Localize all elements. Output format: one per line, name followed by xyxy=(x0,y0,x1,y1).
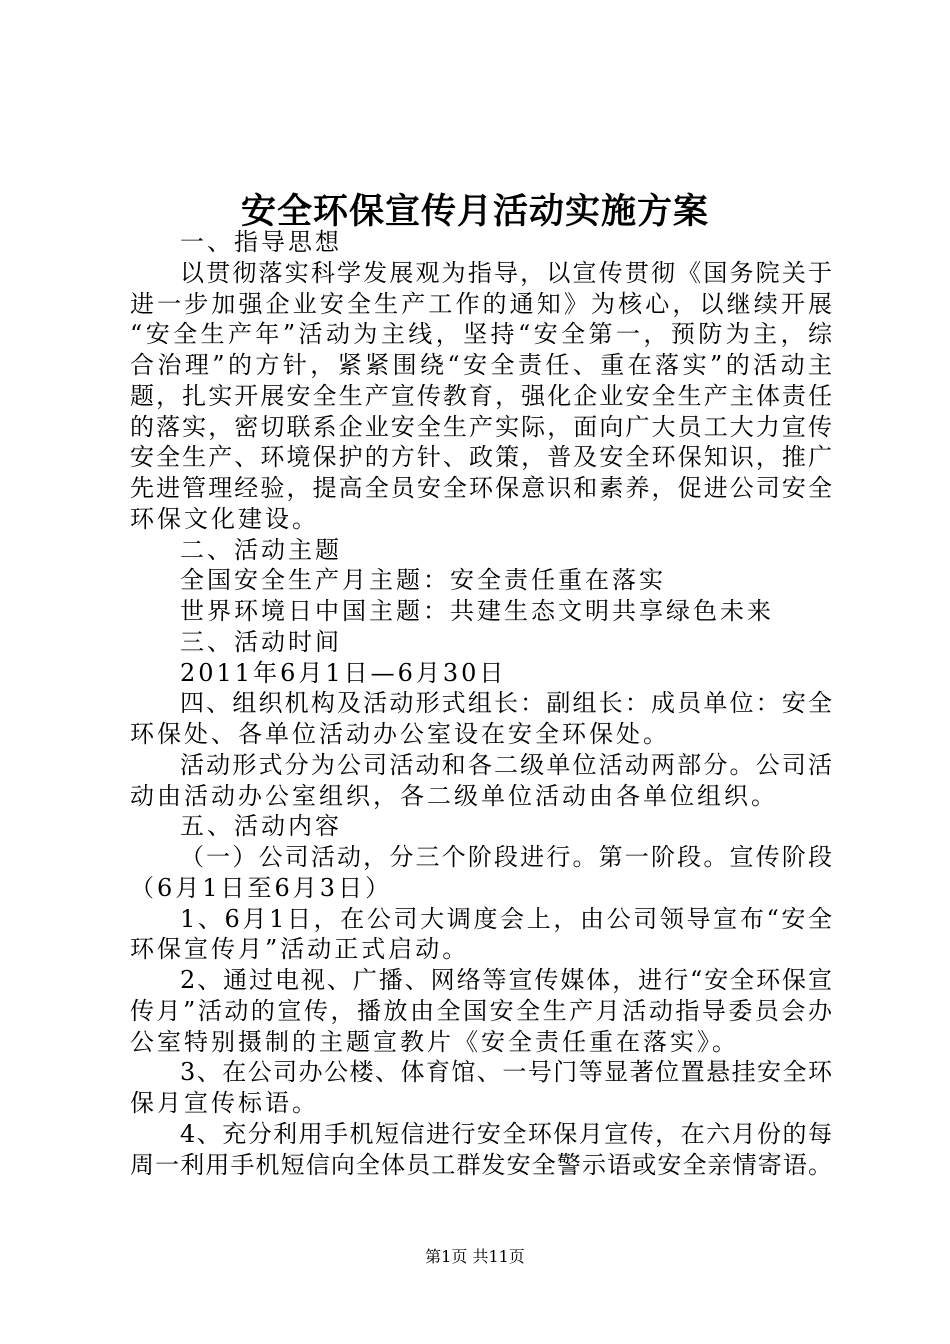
text-line: 公室特别摄制的主题宣教片《安全责任重在落实》。 xyxy=(130,1027,739,1056)
text-line: 全国安全生产月主题：安全责任重在落实 xyxy=(180,566,666,595)
text-line: 保月宣传标语。 xyxy=(130,1089,319,1117)
text-line: 环保文化建设。 xyxy=(130,504,319,533)
text-line: 二、活动主题 xyxy=(180,535,342,564)
text-line: 一、指导思想 xyxy=(180,228,342,256)
text-line: 传月”活动的宣传，播放由全国安全生产月活动指导委员会办 xyxy=(130,996,832,1025)
text-line: 四、组织机构及活动形式组长：副组长：成员单位：安全 xyxy=(180,689,832,718)
text-line: 2011年6月1日—6月30日 xyxy=(180,658,507,687)
page-footer: 第1页 共11页 xyxy=(425,1247,525,1266)
text-line: 环保处、各单位活动办公室设在安全环保处。 xyxy=(130,720,670,748)
text-line: 动由活动办公室组织，各二级单位活动由各单位组织。 xyxy=(130,781,778,810)
document-body xyxy=(130,227,832,1180)
text-line: 4、充分利用手机短信进行安全环保月宣传，在六月份的每 xyxy=(180,1119,832,1148)
text-line: 安全生产、环境保护的方针、政策，普及安全环保知识，推广 xyxy=(130,443,832,472)
text-line: 五、活动内容 xyxy=(180,812,342,841)
text-line: “安全生产年”活动为主线，坚持“安全第一，预防为主，综 xyxy=(130,320,832,349)
text-line: 合治理”的方针，紧紧围绕“安全责任、重在落实”的活动主 xyxy=(130,351,832,379)
text-line: 进一步加强企业安全生产工作的通知》为核心，以继续开展 xyxy=(130,289,832,318)
text-line: 世界环境日中国主题：共建生态文明共享绿色未来 xyxy=(180,597,774,625)
text-line: （6月1日至6月3日） xyxy=(130,873,393,902)
document-title: 安全环保宣传月活动实施方案 xyxy=(240,192,709,232)
text-line: 的落实，密切联系企业安全生产实际，面向广大员工大力宣传 xyxy=(130,412,832,441)
text-line: 三、活动时间 xyxy=(180,627,342,656)
text-line: 周一利用手机短信向全体员工群发安全警示语或安全亲情寄语。 xyxy=(130,1150,832,1179)
text-line: 活动形式分为公司活动和各二级单位活动两部分。公司活 xyxy=(180,750,832,779)
text-line: 先进管理经验，提高全员安全环保意识和素养，促进公司安全 xyxy=(130,474,832,502)
text-line: 环保宣传月”活动正式启动。 xyxy=(130,935,470,964)
text-line: 2、通过电视、广播、网络等宣传媒体，进行“安全环保宣 xyxy=(180,966,832,994)
text-line: 题，扎实开展安全生产宣传教育，强化企业安全生产主体责任 xyxy=(130,381,832,410)
text-line: 1、6月1日，在公司大调度会上，由公司领导宣布“安全 xyxy=(180,904,832,933)
text-line: （一）公司活动，分三个阶段进行。第一阶段。宣传阶段 xyxy=(180,843,832,871)
text-line: 以贯彻落实科学发展观为指导，以宣传贯彻《国务院关于 xyxy=(180,258,832,287)
text-line: 3、在公司办公楼、体育馆、一号门等显著位置悬挂安全环 xyxy=(180,1058,832,1087)
